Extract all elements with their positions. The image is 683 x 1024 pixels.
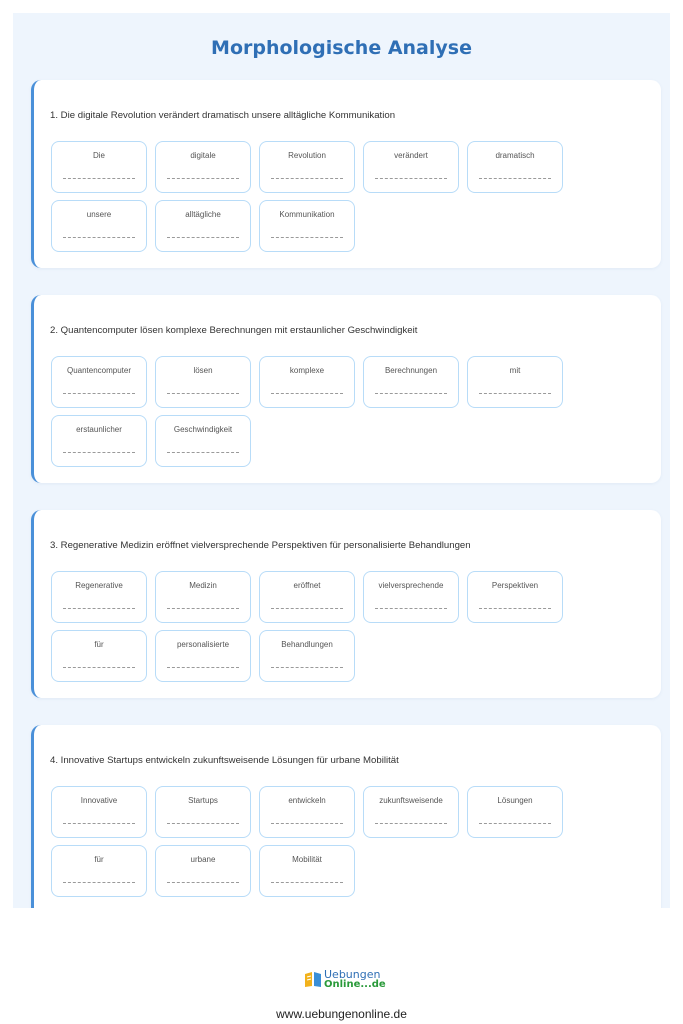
- answer-line[interactable]: [375, 178, 447, 179]
- answer-line[interactable]: [271, 882, 343, 883]
- word-label: dramatisch: [495, 151, 535, 160]
- word-box: [155, 200, 251, 252]
- word-label: entwickeln: [288, 796, 326, 805]
- word-box: [155, 141, 251, 193]
- word-label: vielversprechende: [378, 581, 444, 590]
- word-label: alltägliche: [185, 210, 221, 219]
- answer-line[interactable]: [63, 237, 135, 238]
- answer-line[interactable]: [375, 608, 447, 609]
- word-box: [259, 200, 355, 252]
- exercise-card: [31, 510, 661, 698]
- answer-line[interactable]: [167, 667, 239, 668]
- word-box: [155, 356, 251, 408]
- answer-line[interactable]: [271, 608, 343, 609]
- word-box: [51, 356, 147, 408]
- answer-line[interactable]: [167, 178, 239, 179]
- answer-line[interactable]: [63, 608, 135, 609]
- word-label: Die: [92, 151, 105, 160]
- word-label: für: [94, 640, 104, 649]
- answer-line[interactable]: [479, 393, 551, 394]
- word-box: [259, 571, 355, 623]
- answer-line[interactable]: [63, 823, 135, 824]
- answer-line[interactable]: [271, 823, 343, 824]
- word-grid: [51, 356, 571, 467]
- word-label: Perspektiven: [491, 581, 539, 590]
- word-box: [467, 571, 563, 623]
- word-label: digitale: [190, 151, 216, 160]
- exercise-heading: 3. Regenerative Medizin eröffnet vielversprechende Perspektiven für personalisierte Behandlungen: [50, 540, 471, 551]
- answer-line[interactable]: [375, 823, 447, 824]
- word-label: lösen: [193, 366, 213, 375]
- footer-url: www.uebungenonline.de: [276, 1007, 407, 1021]
- word-label: erstaunlicher: [76, 425, 122, 434]
- answer-line[interactable]: [271, 667, 343, 668]
- exercise-card: [31, 295, 661, 483]
- answer-line[interactable]: [167, 608, 239, 609]
- logo-text-online: Online...de: [324, 979, 386, 990]
- word-box: [51, 571, 147, 623]
- book-icon: [303, 970, 323, 988]
- answer-line[interactable]: [479, 178, 551, 179]
- word-label: Regenerative: [75, 581, 123, 590]
- word-box: [51, 630, 147, 682]
- word-label: mit: [509, 366, 521, 375]
- answer-line[interactable]: [271, 237, 343, 238]
- answer-line[interactable]: [167, 882, 239, 883]
- answer-line[interactable]: [479, 823, 551, 824]
- word-box: [467, 141, 563, 193]
- word-box: [155, 571, 251, 623]
- word-label: Medizin: [189, 581, 217, 590]
- word-label: Behandlungen: [281, 640, 333, 649]
- word-label: verändert: [394, 151, 428, 160]
- answer-line[interactable]: [271, 178, 343, 179]
- answer-line[interactable]: [63, 882, 135, 883]
- word-box: [467, 786, 563, 838]
- worksheet: [13, 13, 670, 908]
- word-box: [363, 786, 459, 838]
- answer-line[interactable]: [167, 237, 239, 238]
- site-logo: [303, 968, 386, 992]
- word-label: Geschwindigkeit: [173, 425, 233, 434]
- word-label: Mobilität: [292, 855, 322, 864]
- exercise-heading: 1. Die digitale Revolution verändert dramatisch unsere alltägliche Kommunikation: [50, 110, 396, 121]
- word-box: [51, 141, 147, 193]
- word-box: [363, 141, 459, 193]
- word-box: [155, 786, 251, 838]
- logo-text-uebungen: Uebungen: [324, 968, 381, 981]
- word-label: komplexe: [289, 366, 325, 375]
- word-box: [259, 845, 355, 897]
- word-label: urbane: [190, 855, 216, 864]
- word-box: [51, 200, 147, 252]
- word-box: [155, 630, 251, 682]
- exercise-heading: 2. Quantencomputer lösen komplexe Berechnungen mit erstaunlicher Geschwindigkeit: [50, 325, 418, 336]
- exercise-card: [31, 725, 661, 908]
- word-label: Lösungen: [497, 796, 533, 805]
- word-label: eröffnet: [293, 581, 321, 590]
- word-box: [363, 571, 459, 623]
- exercise-card: [31, 80, 661, 268]
- word-box: [51, 415, 147, 467]
- exercise-heading: 4. Innovative Startups entwickeln zukunftsweisende Lösungen für urbane Mobilität: [50, 755, 399, 766]
- word-label: Kommunikation: [279, 210, 335, 219]
- word-label: Startups: [188, 796, 218, 805]
- word-label: zukunftsweisende: [379, 796, 443, 805]
- answer-line[interactable]: [479, 608, 551, 609]
- word-box: [259, 356, 355, 408]
- word-label: Revolution: [288, 151, 326, 160]
- page-title: Morphologische Analyse: [211, 37, 472, 59]
- answer-line[interactable]: [167, 452, 239, 453]
- word-label: Berechnungen: [384, 366, 438, 375]
- answer-line[interactable]: [271, 393, 343, 394]
- word-box: [155, 845, 251, 897]
- word-box: [259, 141, 355, 193]
- word-label: Innovative: [80, 796, 118, 805]
- answer-line[interactable]: [63, 452, 135, 453]
- word-grid: [51, 786, 571, 897]
- answer-line[interactable]: [63, 393, 135, 394]
- answer-line[interactable]: [63, 667, 135, 668]
- word-box: [51, 845, 147, 897]
- word-box: [259, 630, 355, 682]
- answer-line[interactable]: [167, 823, 239, 824]
- word-box: [259, 786, 355, 838]
- answer-line[interactable]: [167, 393, 239, 394]
- word-box: [363, 356, 459, 408]
- word-label: unsere: [86, 210, 112, 219]
- answer-line[interactable]: [63, 178, 135, 179]
- word-box: [467, 356, 563, 408]
- word-label: personalisierte: [176, 640, 230, 649]
- word-grid: [51, 141, 571, 252]
- word-label: Quantencomputer: [66, 366, 132, 375]
- word-box: [155, 415, 251, 467]
- word-box: [51, 786, 147, 838]
- word-grid: [51, 571, 571, 682]
- answer-line[interactable]: [375, 393, 447, 394]
- word-label: für: [94, 855, 104, 864]
